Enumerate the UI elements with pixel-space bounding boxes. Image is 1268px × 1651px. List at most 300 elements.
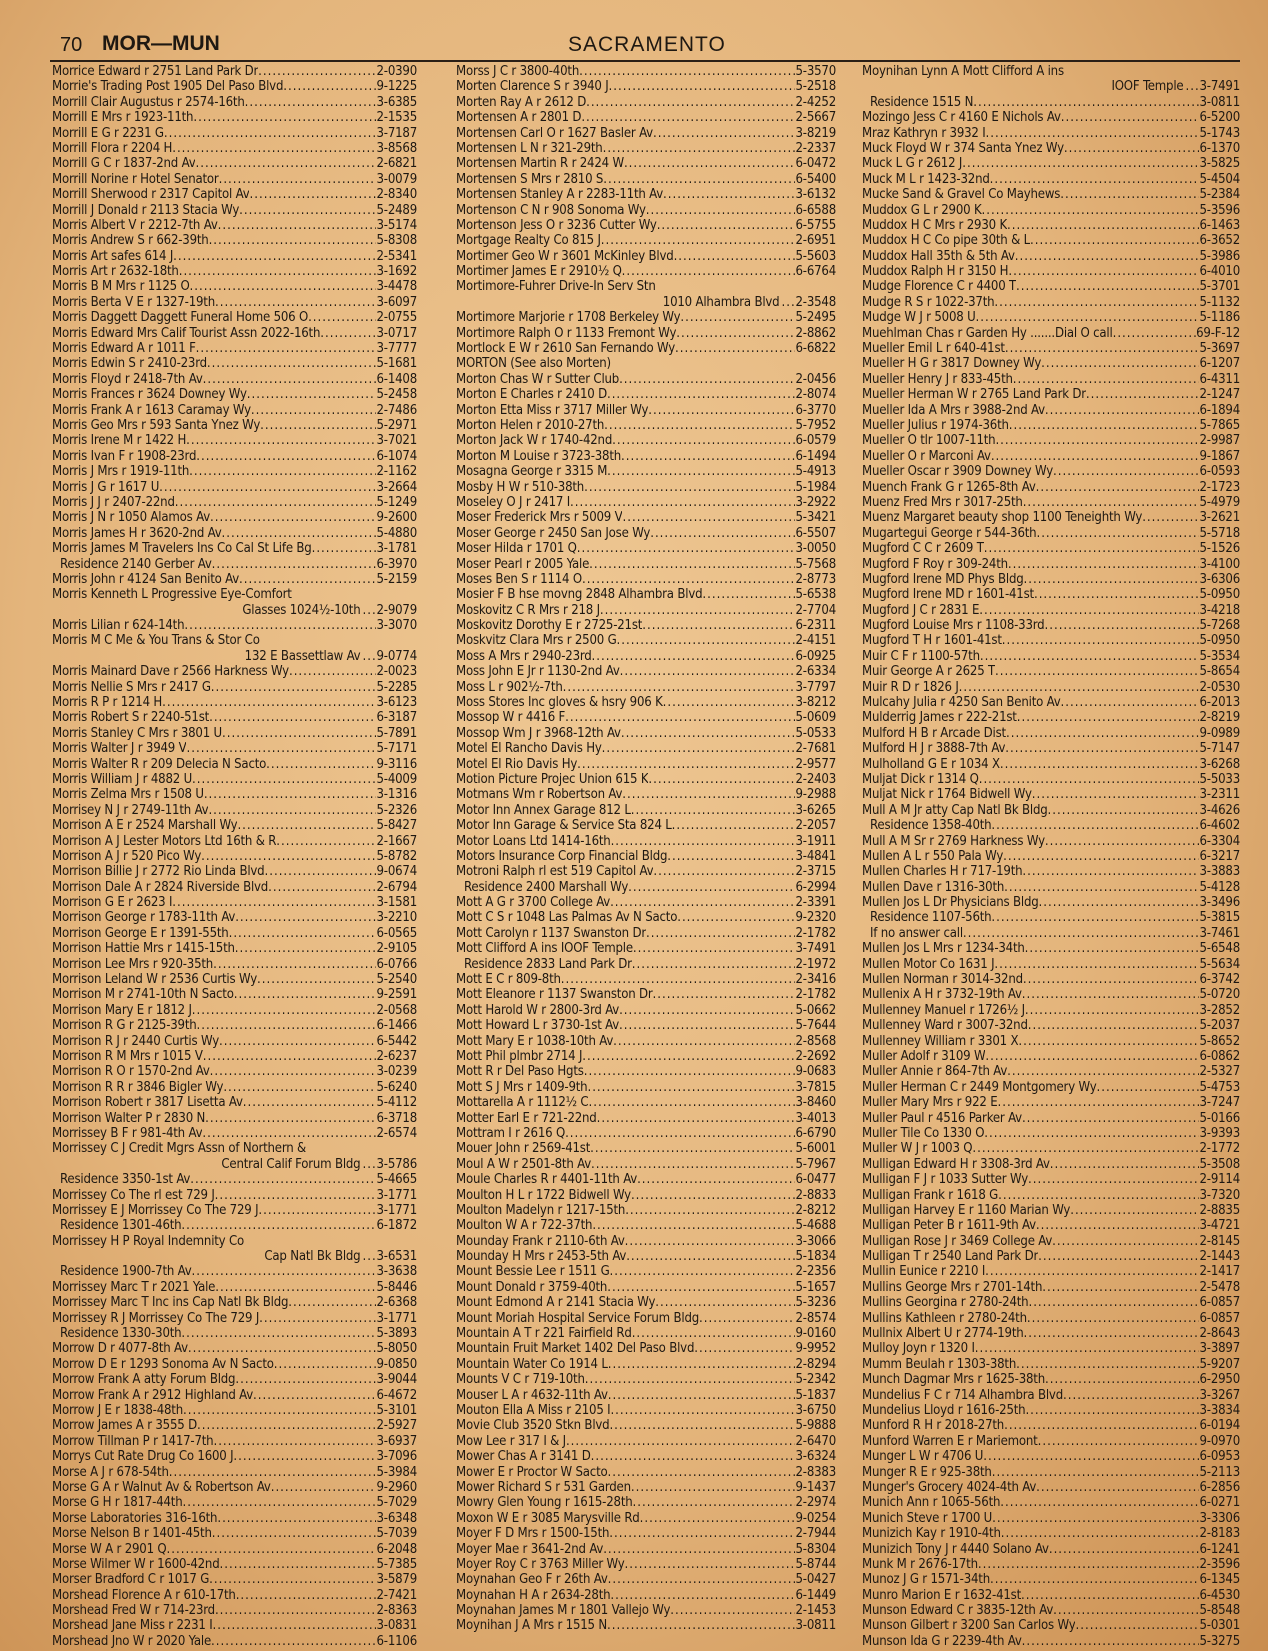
phone-number: 9-2960 [376, 1479, 417, 1495]
leader-dots [210, 510, 376, 525]
listing-entry: Moynihan Lynn A Mott Clifford A ins [862, 64, 1064, 79]
listing-entry [456, 1064, 836, 1079]
listing-name: Muller Annie r 864-7th Av [862, 1064, 1008, 1080]
phone-number: 3-7461 [1199, 925, 1240, 941]
leader-dots [1023, 495, 1200, 510]
phone-number: 2-1247 [1199, 387, 1240, 403]
leader-dots [204, 787, 377, 802]
listing-name: Munoz J G r 1571-34th [862, 1572, 990, 1588]
phone-number: 3-6306 [1199, 571, 1240, 587]
leader-dots [702, 587, 795, 602]
listing-entry [862, 1326, 1240, 1341]
phone-number: 6-0953 [1199, 1449, 1240, 1465]
listing-name: Muck M L r 1423-32nd [862, 171, 990, 187]
leader-dots [1063, 1388, 1199, 1403]
listing-name: Munger's Grocery 4024-4th Av [862, 1479, 1037, 1495]
phone-number: 5-0427 [795, 1572, 836, 1588]
listing-name: Munich Ann r 1065-56th [862, 1495, 1001, 1511]
listing-entry [456, 849, 836, 864]
listing-name: Mudge R S r 1022-37th [862, 294, 995, 310]
listing-name: Morrissey B F r 981-4th Av [52, 1125, 203, 1141]
listing-entry [52, 1572, 417, 1587]
listing-name: IOOF Temple [1111, 79, 1184, 95]
listing-name: Morrow Tillman P r 1417-7th [52, 1433, 214, 1449]
leader-dots [1000, 757, 1200, 772]
leader-dots [212, 1526, 377, 1541]
phone-number: 6-2950 [1199, 1372, 1240, 1388]
listing-entry [862, 849, 1240, 864]
listing-name: Mugford C C r 2609 T [862, 541, 984, 557]
listing-name: Mounday H Mrs r 2453-5th Av [456, 1249, 627, 1265]
leader-dots [973, 95, 1199, 110]
listing-name: Mulcahy Julia r 4250 San Benito Av [862, 695, 1061, 711]
leader-dots [561, 972, 796, 987]
leader-dots [592, 649, 796, 664]
leader-dots [1016, 1357, 1199, 1372]
listing-name: Mortensen A r 2801 D [456, 110, 582, 126]
listing-entry [456, 1018, 836, 1033]
listing-entry [862, 418, 1240, 433]
listing-name: Morrys Cut Rate Drug Co 1600 J [52, 1449, 234, 1465]
listing-entry [862, 495, 1240, 510]
listing-entry [52, 710, 417, 725]
leader-dots [608, 1357, 796, 1372]
listing-name: Morrill E G r 2231 G [52, 125, 164, 141]
leader-dots [202, 1126, 376, 1141]
listing-name: Mortensen Stanley A r 2283-11th Av [456, 187, 664, 203]
listing-entry [456, 926, 836, 941]
listing-name: Morrill Flora r 2204 H [52, 140, 173, 156]
phone-number: 5-3596 [1199, 202, 1240, 218]
listing-name: Moskovitz C R Mrs r 218 J [456, 602, 600, 618]
listing-name: Mumm Beulah r 1303-38th [862, 1356, 1017, 1372]
phone-number: 2-1782 [795, 987, 836, 1003]
listing-entry [52, 1157, 417, 1172]
phone-number: 2-5327 [1199, 1064, 1240, 1080]
phone-number: 3-1581 [376, 895, 417, 911]
listing-entry [456, 803, 836, 818]
listing-name: Mueller Oscar r 3909 Downey Wy [862, 464, 1053, 480]
leader-dots [1002, 633, 1200, 648]
leader-dots [600, 603, 796, 618]
listing-name: Mueller O tlr 1007-11th [862, 433, 996, 449]
listing-entry [52, 849, 417, 864]
leader-dots [271, 1480, 377, 1495]
leader-dots [212, 1618, 376, 1633]
phone-number: 3-6385 [376, 94, 417, 110]
leader-dots [601, 233, 796, 248]
listing-name: Munger L W r 4706 U [862, 1449, 984, 1465]
listing-entry [456, 526, 836, 541]
listing-entry [456, 156, 836, 171]
listing-entry [862, 1495, 1240, 1510]
listing-name: Morrison R G r 2125-39th [52, 1018, 197, 1034]
listing-name: Morris Frank A r 1613 Caramay Wy [52, 402, 251, 418]
leader-dots [984, 541, 1200, 556]
listing-name: Muller Herman C r 2449 Montgomery Wy [862, 1079, 1097, 1095]
listing-entry [862, 618, 1240, 633]
leader-dots [631, 1480, 796, 1495]
leader-dots [607, 1618, 796, 1633]
phone-number: 5-7644 [795, 1018, 836, 1034]
leader-dots [570, 495, 795, 510]
phone-number: 2-6574 [376, 1125, 417, 1141]
phone-number: 2-1772 [1199, 1141, 1240, 1157]
phone-number: 5-8548 [1199, 1603, 1240, 1619]
listing-name: Moyer Roy C r 3763 Miller Wy [456, 1556, 625, 1572]
leader-dots [1015, 249, 1200, 264]
listing-name: Mundelius Lloyd r 1616-25th [862, 1402, 1026, 1418]
listing-name: Mueller Henry J r 833-45th [862, 371, 1013, 387]
listing-name: Morris Mainard Dave r 2566 Harkness Wy [52, 664, 289, 680]
phone-number: 5-3697 [1199, 341, 1240, 357]
listing-name: Mount Moriah Hospital Service Forum Bldg [456, 1310, 700, 1326]
leader-dots [609, 1418, 795, 1433]
leader-dots [186, 741, 376, 756]
listing-entry [456, 187, 836, 202]
phone-number: 6-0857 [1199, 1310, 1240, 1326]
phone-number: 2-3548 [795, 294, 836, 310]
phone-number: 9-9952 [795, 1341, 836, 1357]
listing-name: Mortensen S Mrs r 2810 S [456, 171, 604, 187]
listing-entry [862, 1203, 1240, 1218]
phone-number: 5-2495 [795, 310, 836, 326]
leader-dots [1017, 710, 1200, 725]
phone-number: 3-7187 [376, 125, 417, 141]
leader-dots [990, 172, 1200, 187]
listing-entry [456, 1157, 836, 1172]
listing-name: Muller W J r 1003 Q [862, 1141, 973, 1157]
listing-name: Muir C F r 1100-57th [862, 648, 980, 664]
header-rule [50, 60, 1240, 62]
leader-dots [1061, 110, 1200, 125]
phone-number: 6-1466 [376, 1018, 417, 1034]
phone-number: 2-5478 [1199, 1279, 1240, 1295]
listing-name: 1010 Alhambra Blvd [662, 294, 780, 310]
phone-number: 2-3391 [795, 895, 836, 911]
listing-name: Residence 3350-1st Av [60, 1172, 191, 1188]
leader-dots [619, 372, 795, 387]
listing-entry [52, 557, 417, 572]
listing-entry [862, 1480, 1240, 1495]
listing-name: Mortenson C N r 908 Sonoma Wy [456, 202, 646, 218]
listing-name: Morris Walter J r 3949 V [52, 741, 187, 757]
listing-name: Morris R P r 1214 H [52, 695, 163, 711]
listing-entry [456, 249, 836, 264]
phone-number: 3-6123 [376, 695, 417, 711]
listing-entry [52, 172, 417, 187]
listing-entry [456, 787, 836, 802]
phone-number: 5-6538 [795, 587, 836, 603]
leader-dots [1050, 1157, 1200, 1172]
listing-entry [52, 510, 417, 525]
leader-dots [1064, 141, 1200, 156]
phone-number: 5-3701 [1199, 279, 1240, 295]
leader-dots [258, 1203, 376, 1218]
leader-dots [677, 910, 795, 925]
listing-entry [862, 1249, 1240, 1264]
listing-entry [52, 526, 417, 541]
listing-entry [52, 249, 417, 264]
phone-number: 5-0950 [1199, 587, 1240, 603]
listing-entry [862, 1557, 1240, 1572]
leader-dots [680, 310, 795, 325]
leader-dots [169, 1465, 377, 1480]
listing-name: Moxon W E r 3085 Marysville Rd [456, 1510, 640, 1526]
leader-dots [1013, 372, 1200, 387]
leader-dots [179, 264, 377, 279]
listing-name: Mueller Herman W r 2765 Land Park Dr [862, 387, 1086, 403]
listing-entry [456, 1326, 836, 1341]
listing-name: Morris J J r 2407-22nd [52, 494, 175, 510]
listing-entry [862, 510, 1240, 525]
phone-number: 3-2664 [376, 479, 417, 495]
leader-dots [565, 1126, 795, 1141]
leader-dots [1036, 1218, 1200, 1233]
listing-entry [862, 126, 1240, 141]
listing-name: Mount Edmond A r 2141 Stacia Wy [456, 1295, 656, 1311]
phone-number: 6-1872 [376, 1218, 417, 1234]
leader-dots [995, 664, 1199, 679]
leader-dots [608, 1388, 796, 1403]
phone-number: 3-7021 [376, 433, 417, 449]
listing-entry [456, 818, 836, 833]
leader-dots [982, 203, 1200, 218]
listing-entry [862, 957, 1240, 972]
listing-entry [456, 572, 836, 587]
listing-name: Residence 1107-56th [870, 910, 992, 926]
phone-number: 5-3275 [1199, 1633, 1240, 1649]
listing-name: Morton M Louise r 3723-38th [456, 448, 622, 464]
listing-name: Mosby H W r 510-38th [456, 479, 585, 495]
listing-entry [52, 233, 417, 248]
listing-name: Mueller Emil L r 640-41st [862, 341, 1005, 357]
phone-number: 2-8219 [1199, 710, 1240, 726]
listing-name: Munizich Tony J r 4440 Solano Av [862, 1541, 1049, 1557]
listing-name: Central Calif Forum Bldg [221, 1156, 361, 1172]
listing-name: Morris Edward A r 1011 F [52, 341, 196, 357]
listing-entry [52, 1449, 417, 1464]
phone-number: 6-1106 [376, 1633, 417, 1649]
listing-entry [456, 510, 836, 525]
listing-entry [862, 649, 1240, 664]
listing-name: Mott C S r 1048 Las Palmas Av N Sacto [456, 910, 678, 926]
listing-name: Mullins George Mrs r 2701-14th [862, 1279, 1043, 1295]
phone-number: 5-0720 [1199, 987, 1240, 1003]
phone-number: 3-9393 [1199, 1125, 1240, 1141]
phone-number: 6-5507 [795, 525, 836, 541]
listing-entry: MORTON (See also Morten) [456, 356, 611, 372]
leader-dots [607, 464, 795, 479]
listing-entry [456, 1095, 836, 1110]
listing-entry [862, 387, 1240, 402]
leader-dots [622, 510, 795, 525]
listing-entry [456, 772, 836, 787]
leader-dots [621, 726, 796, 741]
listing-name: Mount Bessie Lee r 1511 G [456, 1264, 610, 1280]
leader-dots [213, 957, 376, 972]
listing-name: Mulligan F J r 1033 Sutter Wy [862, 1172, 1028, 1188]
listing-entry [456, 1434, 836, 1449]
leader-dots [603, 141, 796, 156]
listing-entry [52, 79, 417, 94]
listing-name: Mosier F B hse movng 2848 Alhambra Blvd [456, 587, 703, 603]
leader-dots [619, 1018, 795, 1033]
listing-name: Moynihan J A Mrs r 1515 N [456, 1618, 607, 1634]
listing-name: Mullen Motor Co 1631 J [862, 956, 995, 972]
phone-number: 2-8568 [795, 1033, 836, 1049]
listing-name: Motion Picture Projec Union 615 K [456, 771, 649, 787]
leader-dots [239, 572, 376, 587]
phone-number: 5-8308 [376, 233, 417, 249]
listing-entry [862, 403, 1240, 418]
listing-entry [456, 172, 836, 187]
leader-dots [159, 480, 376, 495]
phone-number: 3-2210 [376, 910, 417, 926]
listing-entry [862, 1064, 1240, 1079]
leader-dots [1000, 1495, 1199, 1510]
listing-name: Mortenson Jess O r 3236 Cutter Wy [456, 217, 657, 233]
leader-dots [209, 710, 376, 725]
leader-dots [640, 1511, 796, 1526]
listing-name: Morris John r 4124 San Benito Av [52, 571, 240, 587]
phone-number: 5-2971 [376, 417, 417, 433]
listing-name: Morrison R J r 2440 Curtis Wy [52, 1033, 219, 1049]
listing-entry [52, 480, 417, 495]
phone-number: 6-0477 [795, 1172, 836, 1188]
listing-entry [52, 1357, 417, 1372]
listing-name: Mott Howard L r 3730-1st Av [456, 1018, 620, 1034]
leader-dots [979, 603, 1199, 618]
listing-entry [456, 618, 836, 633]
listing-name: Morse W A r 2901 Q [52, 1541, 167, 1557]
listing-entry [862, 1588, 1240, 1603]
listing-entry [862, 1311, 1240, 1326]
listing-name: Morse A J r 678-54th [52, 1464, 169, 1480]
listing-name: Mozingo Jess C r 4160 E Nichols Av [862, 110, 1061, 126]
phone-number: 5-0533 [795, 725, 836, 741]
listing-entry [456, 264, 836, 279]
phone-number: 5-8427 [376, 818, 417, 834]
phone-number: 2-6237 [376, 1049, 417, 1064]
listing-name: Moser George r 2450 San Jose Wy [456, 525, 651, 541]
listing-name: Morrow D r 4077-8th Av [52, 1341, 188, 1357]
leader-dots [215, 1188, 377, 1203]
listing-name: Mount Donald r 3759-40th [456, 1279, 608, 1295]
leader-dots [362, 1157, 376, 1172]
phone-number: 3-3834 [1199, 1402, 1240, 1418]
listing-entry [862, 172, 1240, 187]
listing-name: Residence 1330-30th [60, 1326, 182, 1342]
listing-entry [456, 387, 836, 402]
phone-number: 3-0079 [376, 171, 417, 187]
listing-entry [52, 741, 417, 756]
leader-dots [633, 1495, 796, 1510]
listing-entry [52, 464, 417, 479]
phone-number: 5-8050 [376, 1341, 417, 1357]
leader-dots [289, 664, 377, 679]
phone-number: 3-8212 [795, 695, 836, 711]
leader-dots [998, 1188, 1199, 1203]
listing-name: Morris Edward Mrs Calif Tourist Assn 2022-16th [52, 325, 321, 341]
listing-name: Muller Adolf r 3109 W [862, 1049, 986, 1064]
listing-entry [456, 449, 836, 464]
listing-name: Mott Mary E r 1038-10th Av [456, 1033, 614, 1049]
listing-name: Mower Richard S r 531 Garden [456, 1479, 631, 1495]
listing-entry [456, 1449, 836, 1464]
listing-name: Morrison Walter P r 2830 N [52, 1110, 206, 1126]
leader-dots [1022, 864, 1199, 879]
listing-name: Morton Jack W r 1740-42nd [456, 433, 613, 449]
listing-name: Cap Natl Bk Bldg [264, 1249, 361, 1265]
listing-name: Morse Laboratories 316-16th [52, 1510, 218, 1526]
listing-name: Residence 2140 Gerber Av [60, 556, 212, 572]
phone-number: 2-0456 [795, 371, 836, 387]
leader-dots [268, 880, 376, 895]
phone-number: 5-4913 [795, 464, 836, 480]
leader-dots [609, 1526, 795, 1541]
leader-dots [563, 680, 796, 695]
phone-number: 2-3416 [795, 972, 836, 988]
leader-dots [675, 341, 795, 356]
leader-dots [975, 1341, 1200, 1356]
leader-dots [1027, 1311, 1200, 1326]
leader-dots [288, 1295, 376, 1310]
listing-name: Muench Frank G r 1265-8th Av [862, 479, 1036, 495]
listing-name: Morrow Frank A atty Forum Bldg [52, 1372, 236, 1388]
listing-entry [456, 1526, 836, 1541]
leader-dots [582, 1049, 795, 1064]
phone-number: 5-2489 [376, 202, 417, 218]
listing-entry: Mortimore-Fuhrer Drive-In Serv Stn [456, 279, 656, 295]
listing-entry [456, 1080, 836, 1095]
listing-name: Mullenney Ward r 3007-32nd [862, 1018, 1028, 1034]
leader-dots [1022, 987, 1200, 1002]
phone-number: 3-4626 [1199, 802, 1240, 818]
listing-entry [862, 1526, 1240, 1541]
phone-number: 6-5200 [1199, 110, 1240, 126]
leader-dots [1097, 1080, 1200, 1095]
phone-number: 2-6951 [795, 233, 836, 249]
listing-entry [862, 1234, 1240, 1249]
phone-number: 2-0755 [376, 310, 417, 326]
column-1 [52, 64, 417, 1649]
leader-dots [264, 864, 376, 879]
phone-number: 5-2285 [376, 679, 417, 695]
leader-dots [189, 464, 376, 479]
listing-name: Morrison Lee Mrs r 920-35th [52, 956, 214, 972]
phone-number: 3-5786 [376, 1156, 417, 1172]
leader-dots [626, 1249, 795, 1264]
leader-dots [175, 495, 377, 510]
leader-dots [694, 1341, 795, 1356]
phone-number: 5-8782 [376, 848, 417, 864]
phone-number: 5-0301 [1199, 1618, 1240, 1634]
listing-entry [862, 1372, 1240, 1387]
leader-dots [604, 418, 795, 433]
phone-number: 2-6334 [795, 664, 836, 680]
listing-entry [456, 141, 836, 156]
listing-entry [52, 1080, 417, 1095]
leader-dots [1018, 1034, 1199, 1049]
listing-entry [862, 187, 1240, 202]
phone-number: 2-8574 [795, 1310, 836, 1326]
listing-name: Morris James H r 3620-2nd Av [52, 525, 222, 541]
leader-dots [1185, 79, 1199, 94]
listing-entry [456, 710, 836, 725]
leader-dots [1024, 1326, 1200, 1341]
leader-dots [992, 1511, 1199, 1526]
